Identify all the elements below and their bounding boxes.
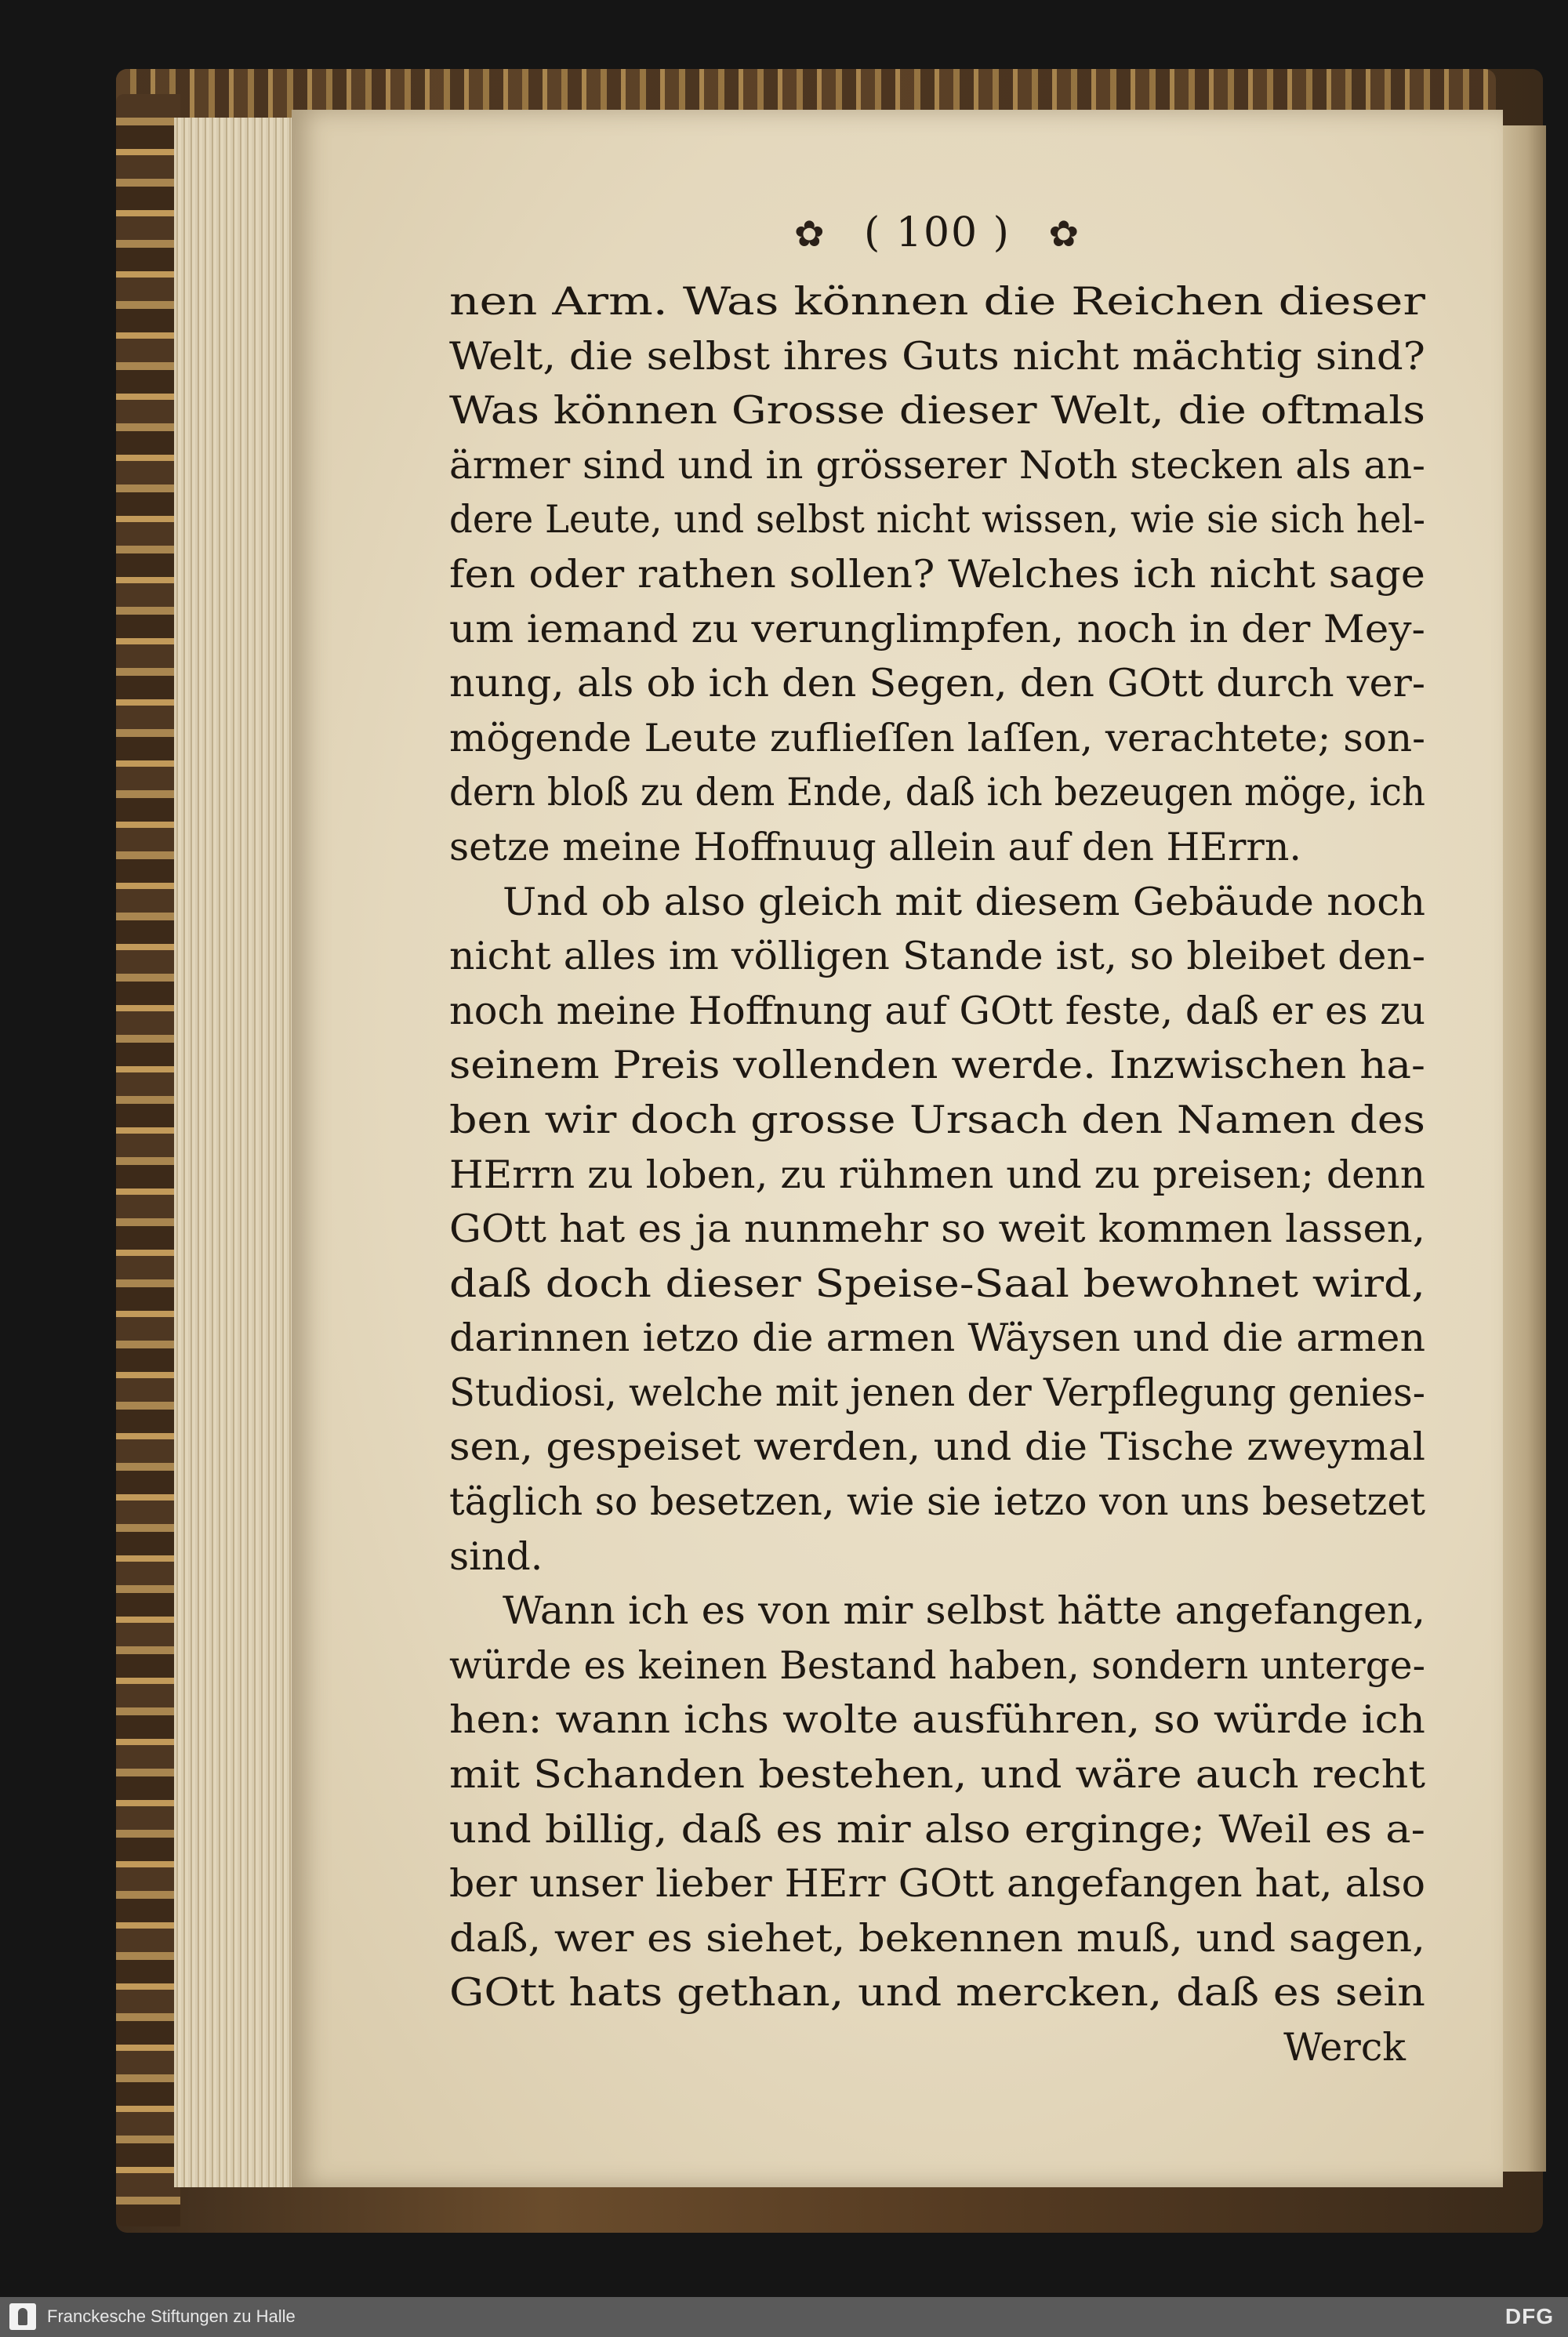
text-line: Und ob also gleich mit diesem Gebäude noch bbox=[503, 879, 1425, 924]
text-line: HErrn zu loben, zu rühmen und zu preisen; denn bbox=[449, 1152, 1426, 1197]
facing-page-edge bbox=[1499, 125, 1546, 2172]
text-line: ben wir doch grosse Ursach den Namen des bbox=[449, 1097, 1425, 1142]
text-line: ärmer sind und in grösserer Noth stecken als an- bbox=[449, 442, 1425, 488]
page-number: ( 100 ) bbox=[864, 209, 1011, 256]
footer-bar bbox=[0, 2297, 1568, 2337]
text-line: ber unser lieber HErr GOtt angefangen hat, also bbox=[449, 1861, 1425, 1907]
text-line: Welt, die selbst ihres Guts nicht mächtig sind? bbox=[449, 333, 1425, 379]
page-header bbox=[449, 205, 1425, 261]
text-line: nung, als ob ich den Segen, den GOtt durch ver- bbox=[449, 661, 1425, 706]
book-spine bbox=[116, 94, 180, 2226]
ornament-right-icon: ✿ bbox=[1048, 212, 1081, 255]
institution-logo-icon bbox=[9, 2303, 36, 2330]
text-line: würde es keinen Bestand haben, sondern unterge- bbox=[449, 1642, 1425, 1688]
text-line: dern bloß zu dem Ende, daß ich bezeugen möge, ich bbox=[449, 770, 1425, 815]
dfg-logo: DFG bbox=[1504, 2304, 1554, 2328]
institution-name: Franckesche Stiftungen zu Halle bbox=[47, 2306, 296, 2326]
text-line: täglich so besetzen, wie sie ietzo von uns besetzet bbox=[449, 1479, 1425, 1525]
text-line: Was können Grosse dieser Welt, die oftmals bbox=[449, 388, 1425, 434]
page-stack-edges bbox=[174, 118, 307, 2187]
text-line: daß, wer es siehet, bekennen muß, und sagen, bbox=[449, 1915, 1425, 1961]
text-line: GOtt hats gethan, und mercken, daß es sein bbox=[449, 1970, 1425, 2016]
text-line: seinem Preis vollenden werde. Inzwischen ha- bbox=[449, 1043, 1425, 1088]
ornament-left-icon: ✿ bbox=[793, 212, 826, 255]
text-line: darinnen ietzo die armen Wäysen und die armen bbox=[449, 1315, 1425, 1361]
text-line: noch meine Hoffnung auf GOtt feste, daß er es zu bbox=[449, 988, 1425, 1033]
catchword: Werck bbox=[1283, 2025, 1406, 2070]
text-line: nen Arm. Was können die Reichen dieser bbox=[449, 279, 1425, 324]
text-line: nicht alles im völligen Stande ist, so bleibet den- bbox=[449, 934, 1425, 979]
text-line: GOtt hat es ja nunmehr so weit kommen lassen, bbox=[449, 1207, 1425, 1252]
text-line: und billig, daß es mir also erginge; Weil es a- bbox=[449, 1806, 1425, 1852]
text-line: hen: wann ichs wolte ausführen, so würde ich bbox=[449, 1697, 1425, 1743]
text-line: setze meine Hoffnuug allein auf den HErrn. bbox=[449, 824, 1301, 869]
text-line: Studiosi, welche mit jenen der Verpflegung genies- bbox=[449, 1370, 1425, 1415]
text-line: dere Leute, und selbst nicht wissen, wie sie sich hel- bbox=[449, 497, 1425, 543]
text-line: sind. bbox=[449, 1533, 543, 1579]
text-line: mögende Leute zuflieſſen laſſen, verachtete; son- bbox=[449, 715, 1425, 760]
text-lines bbox=[449, 274, 1425, 2075]
text-line: mit Schanden bestehen, und wäre auch recht bbox=[449, 1752, 1425, 1798]
text-line: daß doch dieser Speise-Saal bewohnet wird, bbox=[449, 1261, 1425, 1306]
text-line: fen oder rathen sollen? Welches ich nicht sage bbox=[449, 551, 1425, 597]
text-line: um iemand zu verunglimpfen, noch in der Mey- bbox=[449, 606, 1425, 651]
text-line: sen, gespeiset werden, und die Tische zweymal bbox=[449, 1424, 1425, 1470]
text-line: Wann ich es von mir selbst hätte angefangen, bbox=[503, 1588, 1425, 1634]
